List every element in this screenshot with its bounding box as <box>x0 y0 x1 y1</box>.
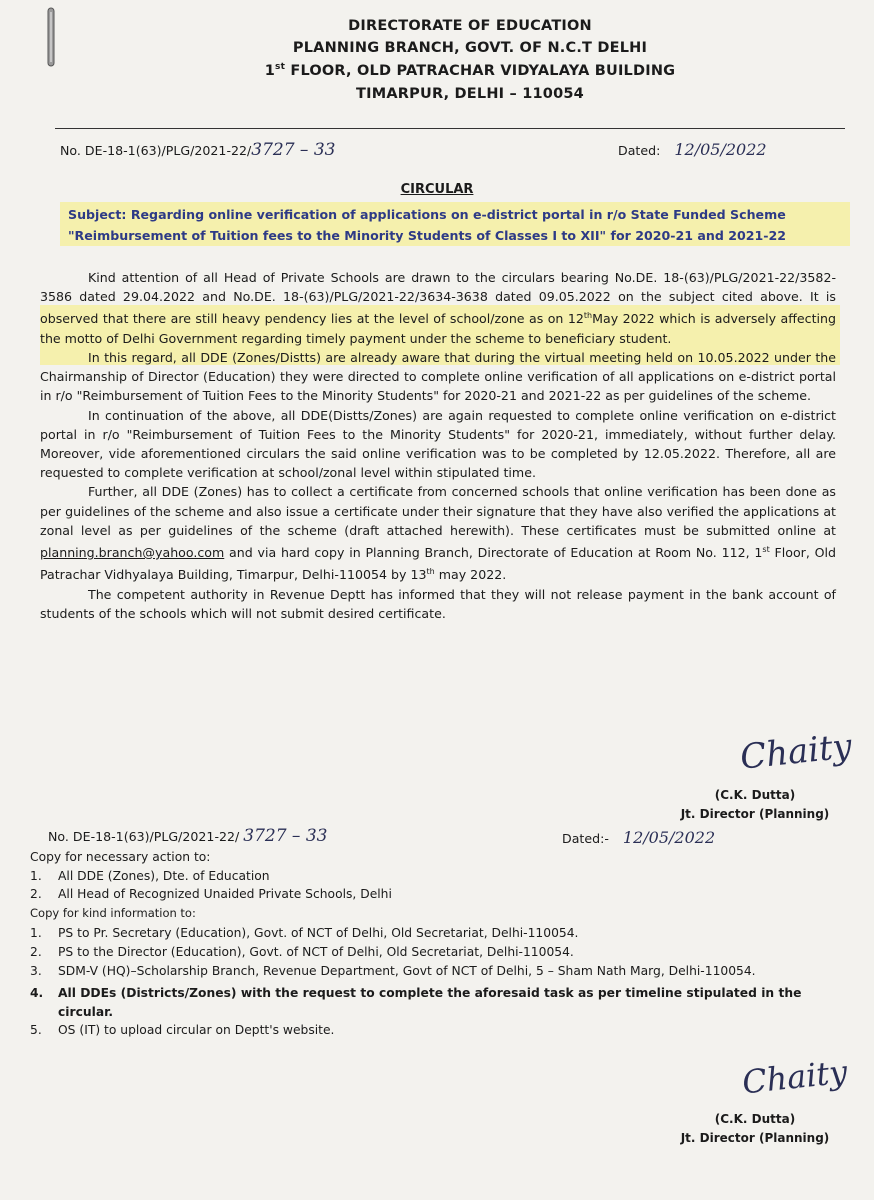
copy-info-heading: Copy for kind information to: <box>30 905 196 920</box>
staple-mark <box>40 6 62 68</box>
reference-date: Dated: 12/05/2022 <box>618 140 767 159</box>
list-item: 1. PS to Pr. Secretary (Education), Govt. of NCT of Delhi, Old Secretariat, Delhi-110054. <box>30 926 579 941</box>
header-line-4: TIMARPUR, DELHI – 110054 <box>356 86 584 102</box>
copy-reference-number: No. DE-18-1(63)/PLG/2021-22/ 3727 – 33 <box>48 826 328 846</box>
signature-scrawl-2: Chaity <box>740 1052 850 1102</box>
signatory-designation-2: Jt. Director (Planning) <box>680 1131 830 1145</box>
signature-scrawl: Chaity <box>738 726 854 778</box>
signatory-name: (C.K. Dutta) <box>714 788 796 802</box>
paragraph-3: In continuation of the above, all DDE(Distts/Zones) are again requested to complete online verification on e-district portal in r/o "Reimbursement of Tuition Fees to the Minority Students" for 2020-21, immediately, without further delay. Moreover, vide aforementioned circulars the said online verification was to be completed by 12.05.2022. Therefore, all are requested to complete verification at school/zonal level within stipulated time. <box>40 407 836 481</box>
header-line-2: PLANNING BRANCH, GOVT. OF N.C.T DELHI <box>292 40 648 56</box>
copy-list <box>30 848 830 1040</box>
paragraph-1: Kind attention of all Head of Private Schools are drawn to the circulars bearing No.DE. 18-(63)/PLG/2021-22/3582-3586 dated 29.04.2022 and No.DE. 18-(63)/PLG/2021-22/3634-3638 dated 09.05.2022 on the subject cited above. It is observed that there are still heavy pendency lies at the level of school/zone as on 12thMay 2022 which is adversely affecting the motto of Delhi Government regarding timely payment under the scheme to beneficiary student. <box>40 270 837 346</box>
signature-block <box>670 786 840 824</box>
list-item: 2. All Head of Recognized Unaided Private Schools, Delhi <box>30 887 392 902</box>
paragraph-2: In this regard, all DDE (Zones/Distts) are already aware that during the virtual meeting held on 10.05.2022 under the Chairmanship of Director (Education) they were directed to complete online verification of all applications on e-district portal in r/o "Reimbursement of Tuition Fees to the Minority Students" for 2020-21 and 2021-22 as per guidelines of the scheme. <box>40 350 836 404</box>
subject <box>68 204 848 246</box>
reference-number: No. DE-18-1(63)/PLG/2021-22/3727 – 33 <box>60 140 336 160</box>
header-rule <box>55 128 845 129</box>
paragraph-4: Further, all DDE (Zones) has to collect a certificate from concerned schools that online verification has been done as per guidelines of the scheme and also issue a certificate under their signature that they have also verified the applications at zonal level as per guidelines of the scheme (draft attached herewith). These certificates must be submitted online at planning.branch@yahoo.com and via hard copy in Planning Branch, Directorate of Education at Room No. 112, 1st Floor, Old Patrachar Vidhyalaya Building, Timarpur, Delhi-110054 by 13th may 2022. <box>40 484 837 583</box>
copy-action-heading: Copy for necessary action to: <box>30 850 211 864</box>
list-item: 3. SDM-V (HQ)–Scholarship Branch, Revenue Department, Govt of NCT of Delhi, 5 – Sham Nath Marg, Delhi-110054. <box>30 963 756 978</box>
list-item: 2. PS to the Director (Education), Govt. of NCT of Delhi, Old Secretariat, Delhi-110054. <box>30 944 574 959</box>
email-link[interactable]: planning.branch@yahoo.com <box>40 545 225 561</box>
signatory-name-2: (C.K. Dutta) <box>714 1112 796 1126</box>
list-item: 4. All DDEs (Districts/Zones) with the request to complete the aforesaid task as per timeline stipulated in the circular. <box>30 986 802 1019</box>
subject-line-2: "Reimbursement of Tuition fees to the Minority Students of Classes I to XII" for 2020-21 and 2021-22 <box>68 228 787 243</box>
header-line-3: 1st FLOOR, OLD PATRACHAR VIDYALAYA BUILDING <box>264 62 676 79</box>
signatory-designation: Jt. Director (Planning) <box>680 807 830 821</box>
document-title: CIRCULAR <box>400 182 474 197</box>
list-item: 5. OS (IT) to upload circular on Deptt's website. <box>30 1023 335 1038</box>
body-text <box>40 268 836 623</box>
paragraph-5: The competent authority in Revenue Deptt has informed that they will not release payment in the bank account of students of the schools which will not submit desired certificate. <box>40 586 836 622</box>
copy-reference-date: Dated:- 12/05/2022 <box>562 828 716 847</box>
header-line-1: DIRECTORATE OF EDUCATION <box>348 18 592 34</box>
list-item: 1. All DDE (Zones), Dte. of Education <box>30 868 270 883</box>
subject-line-1: Subject: Regarding online verification of applications on e-district portal in r/o State Funded Scheme <box>68 207 786 222</box>
signature-block-2 <box>670 1110 840 1148</box>
